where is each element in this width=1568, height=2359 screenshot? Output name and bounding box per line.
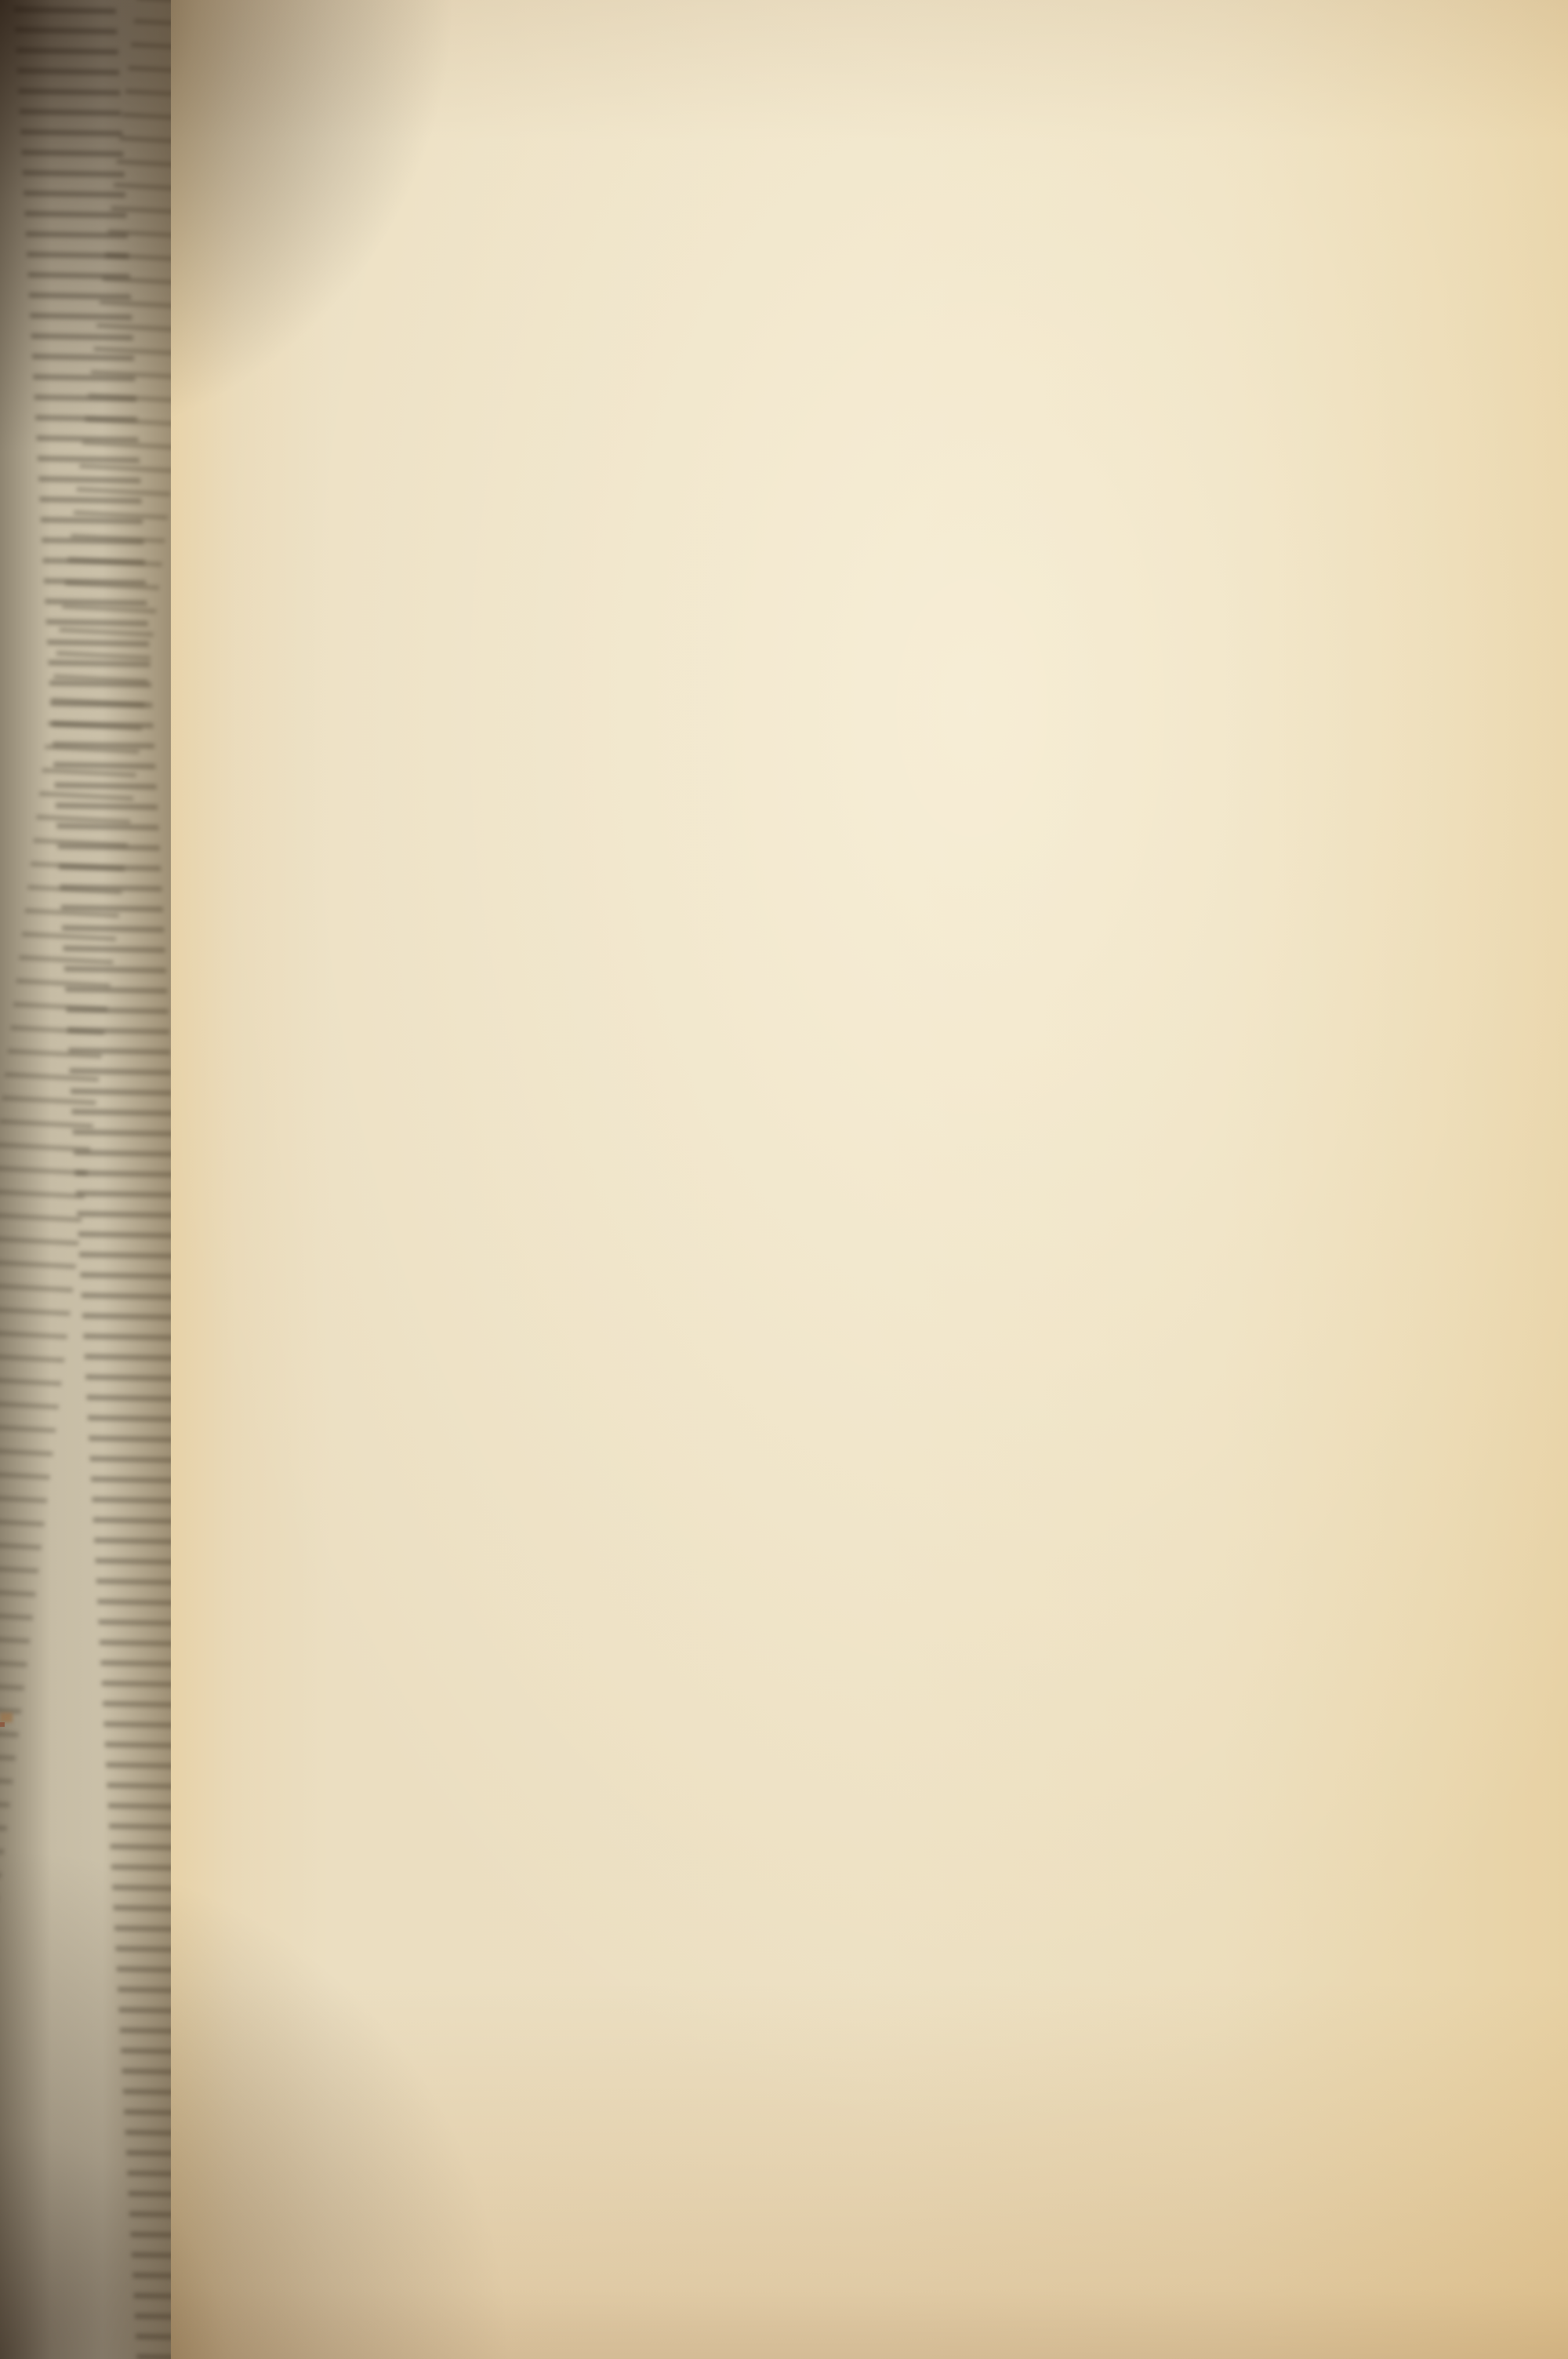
paper-smudge — [0, 1713, 13, 1722]
paper-speck — [0, 1722, 5, 1727]
